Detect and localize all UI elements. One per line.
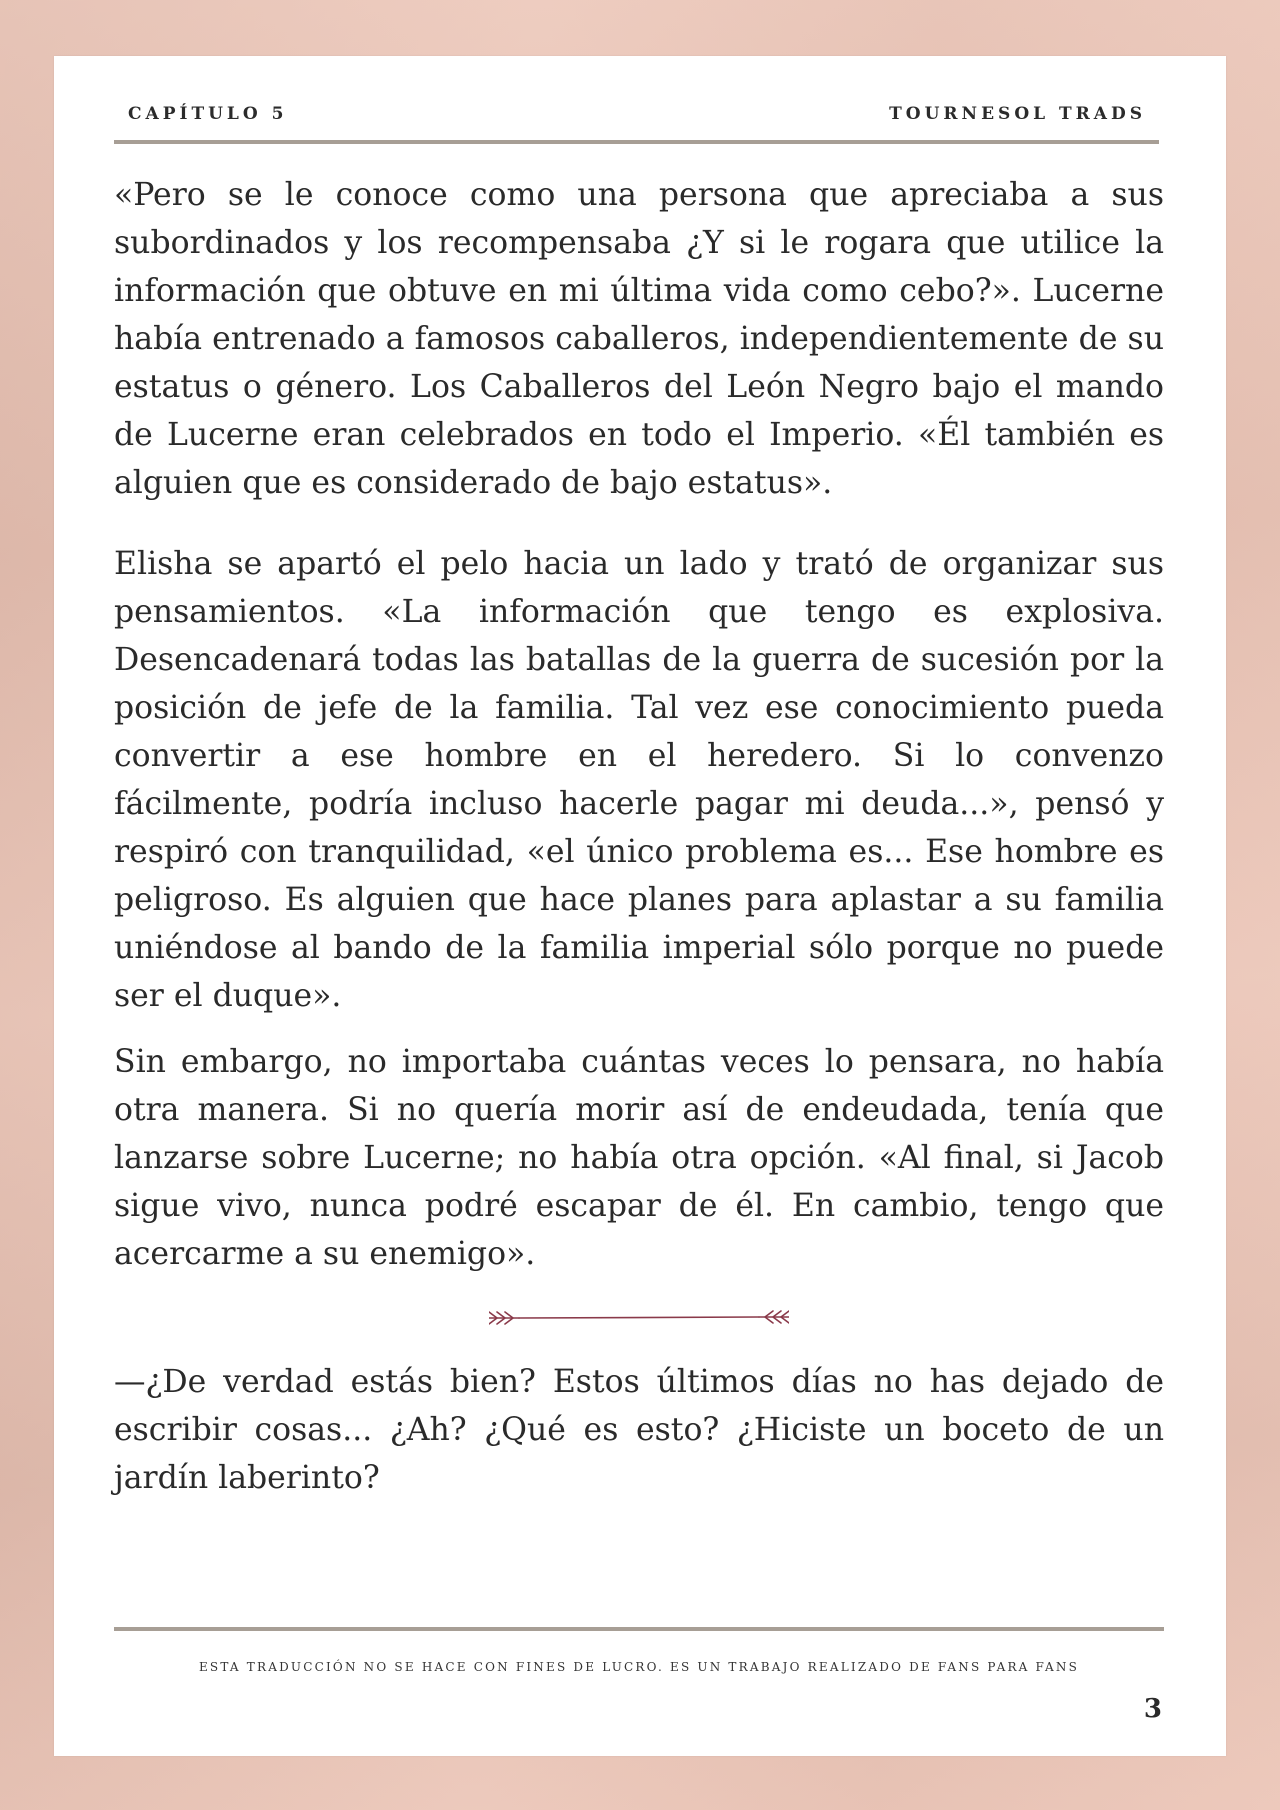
arrow-divider-icon	[489, 1306, 789, 1330]
header-divider	[114, 140, 1159, 144]
document-page	[54, 56, 1226, 1756]
paragraph: —¿De verdad estás bien? Estos últimos días no has dejado de escribir cosas... ¿Ah? ¿Qué es esto? ¿Hiciste un boceto de un jardín laberinto?	[114, 1364, 1164, 1496]
footer-notice: ESTA TRADUCCIÓN NO SE HACE CON FINES DE LUCRO. ES UN TRABAJO REALIZADO DE FANS PARA FANS	[198, 1660, 1080, 1674]
paragraph: Sin embargo, no importaba cuántas veces lo pensara, no había otra manera. Si no quería morir así de endeudada, tenía que lanzarse sobre Lucerne; no había otra opción. «Al final, si Jacob sigue vivo, nunca podré escapar de él. En cambio, tengo que acercarme a su enemigo».	[114, 1044, 1164, 1272]
page-header	[54, 56, 1226, 146]
translator-brand: TOURNESOL TRADS	[889, 104, 1146, 124]
chapter-body	[114, 171, 1164, 1502]
footer-divider	[114, 1627, 1164, 1631]
page-number: 3	[1143, 1694, 1162, 1724]
paragraph: «Pero se le conoce como una persona que apreciaba a sus subordinados y los recompensaba ¿Y si le rogara que utilice la información que obtuve en mi última vida como cebo?». Lucerne había entrenado a famosos caballeros, independientemente de su estatus o género. Los Caballeros del León Negro bajo el mando de Lucerne eran celebrados en todo el Imperio. «Él también es alguien que es considerado de bajo estatus».	[114, 177, 1164, 501]
paragraph: Elisha se apartó el pelo hacia un lado y trató de organizar sus pensamientos. «La información que tengo es explosiva. Desencadenará todas las batallas de la guerra de sucesión por la posición de jefe de la familia. Tal vez ese conocimiento pueda convertir a ese hombre en el heredero. Si lo convenzo fácilmente, podría incluso hacerle pagar mi deuda...», pensó y respiró con tranquilidad, «el único problema es... Ese hombre es peligroso. Es alguien que hace planes para aplastar a su familia uniéndose al bando de la familia imperial sólo porque no puede ser el duque».	[114, 546, 1164, 1014]
chapter-label: CAPÍTULO 5	[128, 104, 288, 124]
